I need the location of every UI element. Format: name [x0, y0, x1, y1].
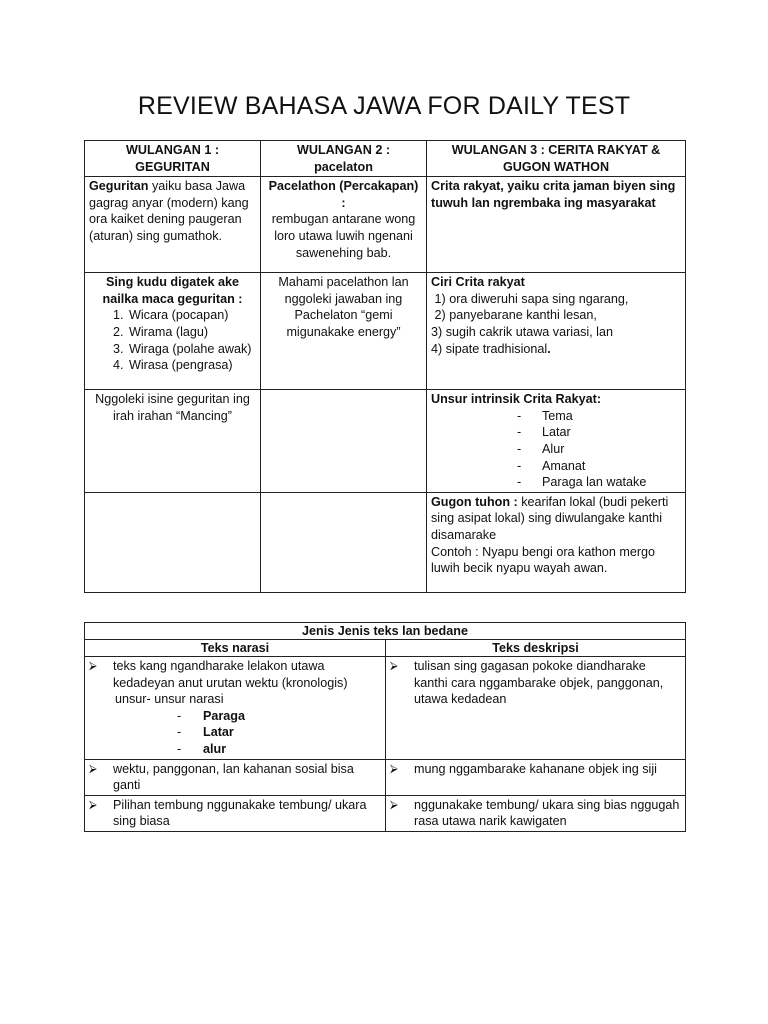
geguritan-task — [85, 390, 261, 493]
reading-aspects — [85, 273, 261, 390]
term-crita-rakyat: Crita rakyat, yaiku crita jaman biyen sing tuwuh lan ngrembaka ing masyarakat — [431, 179, 676, 210]
deskripsi-text: tulisan sing gagasan pokoke diandharake kanthi cara nggambarake objek, panggonan, utawa kedadean — [414, 659, 664, 707]
empty-cell — [261, 492, 427, 592]
list-item: 1) ora diweruhi sapa sing ngarang, — [431, 291, 629, 306]
unsur-list — [431, 408, 681, 491]
ciri-crita-rakyat — [427, 273, 686, 390]
table-row — [85, 759, 686, 795]
list-item: 4) sipate tradhisional. — [431, 341, 551, 356]
table-header-row — [85, 141, 686, 177]
reading-aspects-heading: Sing kudu digatek ake nailka maca geguritan : — [102, 275, 243, 306]
task-text: Mahami pacelathon lan nggoleki jawaban ing Pachelaton “gemi migunakake energy” — [278, 275, 409, 339]
term-gugon-tuhon: Gugon tuhon : — [431, 494, 518, 509]
table-header-row — [85, 640, 686, 657]
crita-rakyat-definition — [427, 177, 686, 273]
arrow-bullet-icon: ⮚ — [89, 798, 97, 811]
narasi-cell — [85, 759, 386, 795]
list-item: - Paraga lan watake — [517, 474, 681, 491]
list-item: - Paraga — [177, 708, 381, 725]
gugon-tuhon — [427, 492, 686, 592]
term-geguritan: Geguritan — [89, 179, 149, 194]
list-item: - Tema — [517, 408, 681, 425]
reading-aspects-list — [89, 307, 256, 373]
list-item: 1. Wicara (pocapan) — [127, 307, 256, 324]
narasi-text: Pilihan tembung nggunakake tembung/ ukara sing biasa — [113, 797, 367, 829]
table-row — [85, 492, 686, 592]
page-title: REVIEW BAHASA JAWA FOR DAILY TEST — [137, 92, 631, 120]
header-wulangan-1: WULANGAN 1 : GEGURITAN — [85, 141, 261, 177]
table-row — [85, 795, 686, 831]
arrow-bullet-icon: ⮚ — [89, 660, 97, 672]
table-row — [85, 273, 686, 390]
list-item: - alur — [177, 741, 381, 758]
header-wulangan-2: WULANGAN 2 : pacelaton — [261, 141, 427, 177]
lessons-table — [84, 140, 686, 593]
narasi-cell — [85, 795, 386, 831]
deskripsi-cell — [386, 795, 686, 831]
deskripsi-text: nggunakake tembung/ ukara sing bias nggugah rasa utawa narik kawigaten — [414, 797, 680, 829]
table-row — [85, 177, 686, 273]
narasi-sub-list — [113, 708, 381, 758]
deskripsi-cell — [386, 759, 686, 795]
list-item: - Latar — [517, 424, 681, 441]
list-item: - Alur — [517, 441, 681, 458]
list-item: 2. Wirama (lagu) — [127, 324, 256, 341]
table-caption-row — [85, 623, 686, 640]
unsur-heading: Unsur intrinsik Crita Rakyat: — [431, 392, 602, 407]
term-pacelathon: Pacelathon (Percakapan) : — [268, 179, 419, 210]
text-types-table — [84, 622, 686, 832]
narasi-sub-heading: unsur- unsur narasi — [115, 692, 224, 707]
list-item: 3. Wiraga (polahe awak) — [127, 341, 256, 358]
header-teks-narasi: Teks narasi — [85, 640, 386, 657]
empty-cell — [261, 390, 427, 493]
arrow-bullet-icon: ⮚ — [390, 798, 398, 811]
definition-text: yaiku basa Jawa gagrag anyar (modern) kang ora kaiket dening paugeran (aturan) sing gumathok. — [89, 179, 249, 243]
task-text: Nggoleki isine geguritan ing irah irahan “Mancing” — [95, 392, 250, 423]
pacelathon-definition — [261, 177, 427, 273]
narasi-cell — [85, 657, 386, 760]
arrow-bullet-icon: ⮚ — [89, 762, 97, 775]
header-teks-deskripsi: Teks deskripsi — [386, 640, 686, 657]
list-item: 4. Wirasa (pengrasa) — [127, 357, 256, 374]
deskripsi-text: mung nggambarake kahanane objek ing siji — [414, 761, 657, 776]
definition-text: rembugan antarane wong loro utawa luwih ngenani sawenehing bab. — [271, 212, 416, 260]
unsur-intrinsik — [427, 390, 686, 493]
empty-cell — [85, 492, 261, 592]
header-wulangan-3: WULANGAN 3 : CERITA RAKYAT & GUGON WATHON — [427, 141, 686, 177]
table-row — [85, 390, 686, 493]
arrow-bullet-icon: ⮚ — [390, 762, 398, 775]
table-row — [85, 657, 686, 760]
arrow-bullet-icon: ⮚ — [390, 660, 398, 672]
definition-text: kearifan lokal (budi pekerti sing asipat lokal) sing diwulangake kanthi disamarake — [431, 494, 669, 542]
list-item: - Latar — [177, 724, 381, 741]
list-item: - Amanat — [517, 458, 681, 475]
geguritan-definition — [85, 177, 261, 273]
deskripsi-cell — [386, 657, 686, 760]
narasi-text: teks kang ngandharake lelakon utawa kedadeyan anut urutan wektu (kronologis) — [113, 659, 348, 690]
ciri-heading: Ciri Crita rakyat — [431, 275, 525, 290]
pacelathon-task — [261, 273, 427, 390]
list-item: 2) panyebarane kanthi lesan, — [431, 308, 597, 323]
table-caption: Jenis Jenis teks lan bedane — [85, 623, 686, 640]
narasi-text: wektu, panggonan, lan kahanan sosial bisa ganti — [113, 761, 354, 793]
example-text: Contoh : Nyapu bengi ora kathon mergo luwih becik nyapu wayah awan. — [431, 544, 656, 576]
list-item: 3) sugih cakrik utawa variasi, lan — [431, 324, 613, 339]
